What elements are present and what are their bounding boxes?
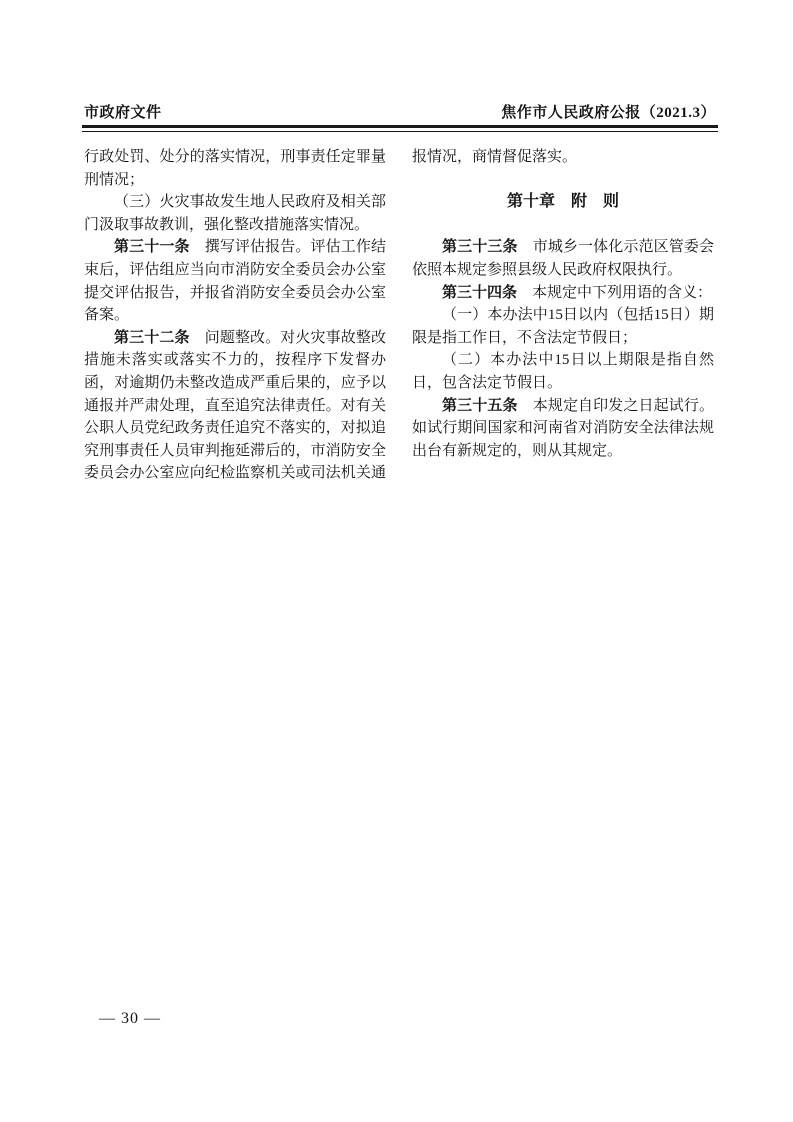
text-line — [84, 462, 386, 485]
paragraph — [84, 236, 386, 326]
body-text: 问题整改。对火灾事故整改 — [189, 329, 386, 346]
body-text: 究刑事责任人员审判拖延滞后的，市消防安全 — [84, 442, 386, 459]
text-line — [412, 395, 714, 418]
body-text: 刑情况； — [84, 171, 145, 188]
paragraph — [84, 327, 386, 485]
paragraph — [412, 282, 714, 305]
text-line — [412, 417, 714, 440]
text-line — [84, 191, 386, 214]
text-line — [84, 372, 386, 395]
body-text: （一）本办法中15日以内（包括15日）期 — [442, 307, 714, 324]
body-text: 函，对逾期仍未整改造成严重后果的，应予以 — [84, 374, 386, 391]
body-text: 束后，评估组应当向市消防安全委员会办公室 — [84, 261, 386, 278]
right-column — [412, 146, 714, 485]
body-text: 措施未落实或落实不力的，按程序下发督办 — [84, 352, 386, 369]
body-text: 限是指工作日，不含法定节假日； — [412, 329, 638, 346]
text-line — [84, 349, 386, 372]
paragraph — [412, 146, 714, 169]
article-number: 第三十二条 — [114, 329, 190, 346]
body-text: 出台有新规定的，则从其规定。 — [412, 442, 623, 459]
text-line — [412, 304, 714, 327]
text-line — [84, 146, 386, 169]
text-line — [412, 372, 714, 395]
body-text: （二）本办法中15日以上期限是指自然 — [442, 352, 714, 369]
text-line — [84, 214, 386, 237]
text-line — [412, 259, 714, 282]
body-text: 市城乡一体化示范区管委会 — [517, 239, 714, 256]
article-number: 第三十一条 — [114, 239, 190, 256]
paragraph — [412, 395, 714, 463]
text-line — [84, 395, 386, 418]
body-text: 通报并严肃处理，直至追究法律责任。对有关 — [84, 397, 386, 414]
text-line — [84, 259, 386, 282]
paragraph — [412, 304, 714, 349]
article-number: 第三十四条 — [442, 284, 518, 301]
paragraph — [84, 146, 386, 191]
article-number: 第三十五条 — [442, 397, 518, 414]
body-text: 报情况，商情督促落实。 — [412, 149, 578, 165]
body-text: 本规定中下列用语的含义： — [517, 284, 713, 301]
body-text: 日，包含法定节假日。 — [412, 374, 563, 391]
text-line — [412, 349, 714, 372]
header-double-rule — [82, 125, 718, 132]
text-line — [412, 282, 714, 305]
body-text: 如试行期间国家和河南省对消防安全法律法规 — [412, 420, 714, 437]
page-number: — 30 — — [99, 1010, 161, 1027]
running-header — [84, 101, 716, 122]
body-text: 撰写评估报告。评估工作结 — [189, 239, 386, 256]
left-column — [84, 146, 386, 485]
paragraph — [412, 236, 714, 281]
body-text: 公职人员党纪政务责任追究不落实的，对拟追 — [84, 420, 386, 437]
article-number: 第三十三条 — [442, 239, 518, 256]
chapter-heading: 第十章 附 则 — [506, 193, 619, 211]
text-line — [84, 304, 386, 327]
text-line — [412, 236, 714, 259]
text-line — [412, 327, 714, 350]
text-line — [84, 327, 386, 350]
text-line — [84, 282, 386, 305]
header-left-title: 市政府文件 — [84, 105, 162, 121]
body-text: （三）火灾事故发生地人民政府及相关部 — [114, 194, 386, 211]
text-line — [84, 440, 386, 463]
body-text: 备案。 — [84, 307, 130, 324]
body-text: 依照本规定参照县级人民政府权限执行。 — [412, 261, 683, 278]
text-line — [84, 169, 386, 192]
text-line — [84, 236, 386, 259]
body-text: 本规定自印发之日起试行。 — [517, 397, 714, 414]
body-text: 门汲取事故教训，强化整改措施落实情况。 — [84, 216, 370, 233]
body-text: 行政处罚、处分的落实情况，刑事责任定罪量 — [84, 149, 386, 165]
text-line — [412, 440, 714, 463]
paragraph — [412, 349, 714, 394]
header-right-title: 焦作市人民政府公报（2021.3） — [501, 105, 716, 121]
text-line — [84, 417, 386, 440]
text-columns — [84, 146, 714, 485]
body-text: 委员会办公室应向纪检监察机关或司法机关通 — [84, 465, 386, 482]
text-line — [412, 146, 714, 169]
paragraph — [84, 191, 386, 236]
body-text: 提交评估报告，并报省消防安全委员会办公室 — [84, 284, 386, 301]
